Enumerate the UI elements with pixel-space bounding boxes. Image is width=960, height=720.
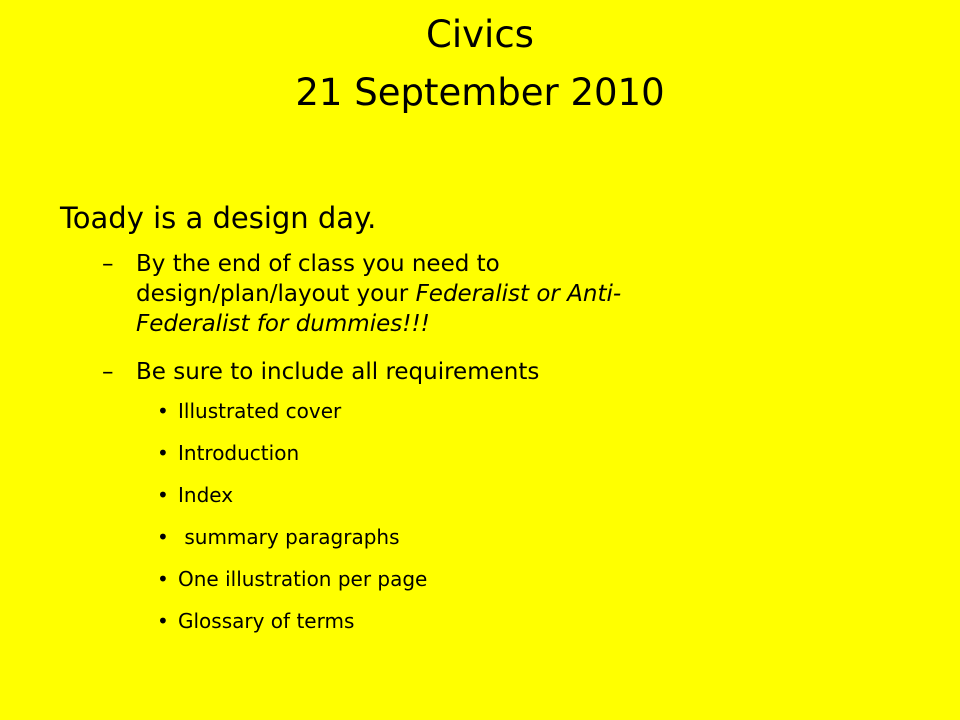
list-item xyxy=(157,567,940,591)
sub-point-line-1: By the end of class you need to xyxy=(136,251,500,277)
list-item-text: Index xyxy=(178,483,234,507)
sub-point-line-2-plain: design/plan/layout your xyxy=(136,281,416,307)
bullet-icon: • xyxy=(157,399,169,423)
dash-bullet-icon: – xyxy=(102,251,114,277)
sub-point-line-2 xyxy=(136,279,940,309)
sub-point-requirements xyxy=(102,357,940,387)
requirements-list xyxy=(157,399,940,633)
title-date: 21 September 2010 xyxy=(295,71,665,114)
list-item-text: Illustrated cover xyxy=(178,399,342,423)
sub-point-line-3-italic: Federalist for dummies!!! xyxy=(136,311,430,337)
bullet-icon: • xyxy=(157,609,169,633)
sub-point-assignment xyxy=(102,249,940,339)
bullet-icon: • xyxy=(157,567,169,591)
sub-point-requirements-text: Be sure to include all requirements xyxy=(136,359,540,385)
main-point: Toady is a design day. xyxy=(60,201,377,235)
bullet-icon: • xyxy=(157,441,169,465)
sub-point-line-2-italic: Federalist or Anti- xyxy=(415,281,622,307)
list-item-text: Introduction xyxy=(178,441,300,465)
list-item xyxy=(157,483,940,507)
list-item-text: Glossary of terms xyxy=(178,609,355,633)
list-item-text: summary paragraphs xyxy=(178,525,400,549)
list-item xyxy=(157,441,940,465)
slide-title xyxy=(0,6,960,122)
list-item xyxy=(157,525,940,549)
dash-bullet-icon: – xyxy=(102,359,114,385)
list-item xyxy=(157,609,940,633)
sub-point-line-3 xyxy=(136,309,940,339)
list-item-text: One illustration per page xyxy=(178,567,428,591)
bullet-icon: • xyxy=(157,525,169,549)
title-subject: Civics xyxy=(426,13,534,56)
slide-body xyxy=(60,196,940,633)
bullet-icon: • xyxy=(157,483,169,507)
list-item xyxy=(157,399,940,423)
